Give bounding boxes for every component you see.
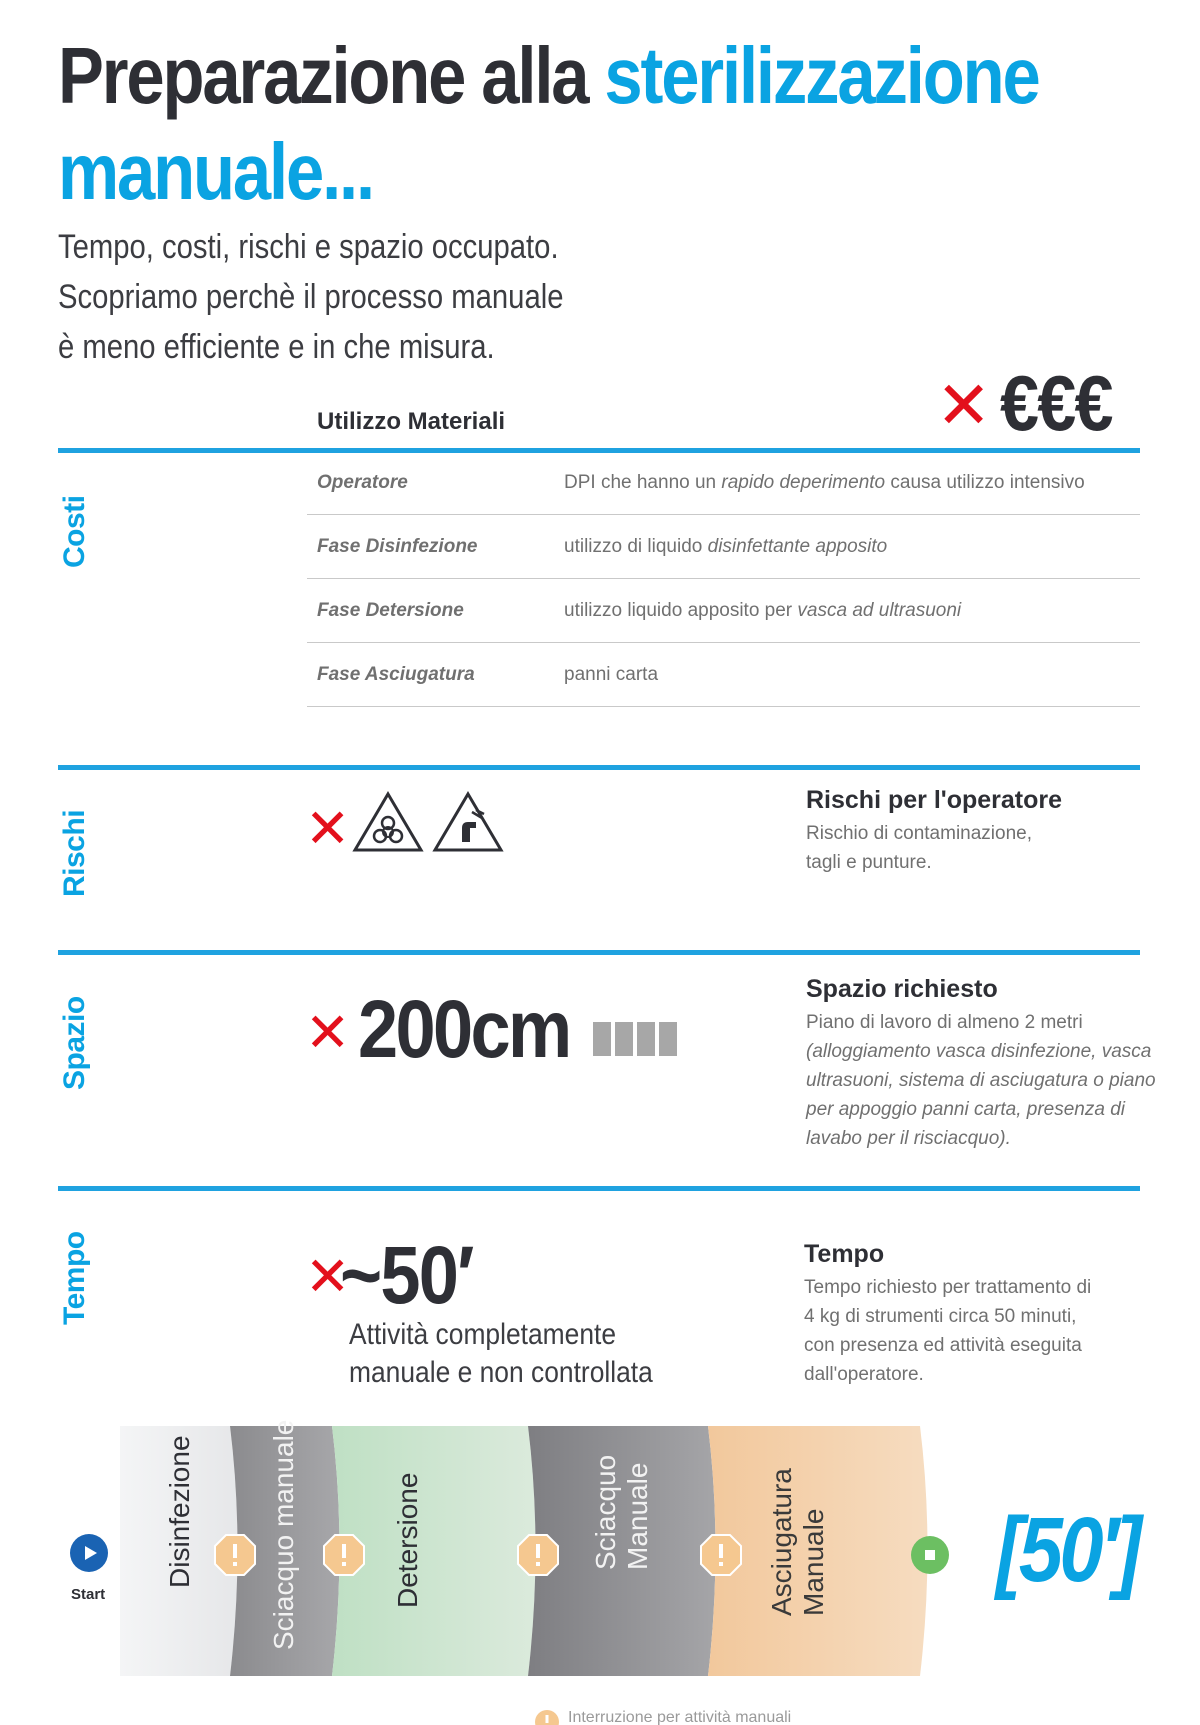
stage-label: Disinfezione bbox=[164, 1435, 195, 1588]
cost-row-value: panni carta bbox=[564, 664, 659, 685]
row-divider bbox=[307, 642, 1140, 643]
cost-symbol: €€€ bbox=[1000, 359, 1112, 447]
space-value: 200cm bbox=[358, 984, 570, 1075]
biohazard-icon bbox=[352, 790, 424, 854]
cross-icon: ✕ bbox=[305, 799, 351, 859]
side-label-spazio: Spazio bbox=[58, 996, 91, 1090]
side-label-tempo: Tempo bbox=[58, 1231, 91, 1325]
warning-icon bbox=[213, 1533, 257, 1577]
activity-text: Attività completamente manuale e non controllata bbox=[349, 1318, 653, 1389]
warning-icon bbox=[699, 1533, 743, 1577]
subtitle-line: Tempo, costi, rischi e spazio occupato. bbox=[58, 228, 559, 266]
tempo-text: Tempo richiesto per trattamento di 4 kg di strumenti circa 50 minuti, con presenza ed attività eseguita dall'operatore. bbox=[804, 1277, 1092, 1385]
subtitle-line: Scopriamo perchè il processo manuale bbox=[58, 278, 564, 316]
section-divider bbox=[58, 765, 1140, 770]
cost-row-label: Fase Asciugatura bbox=[317, 664, 475, 685]
page-title bbox=[58, 28, 1039, 220]
stage-label: Sciacquo manuale bbox=[268, 1419, 299, 1650]
section-divider bbox=[58, 1186, 1140, 1191]
rischi-text: Rischio di contaminazione, tagli e punture. bbox=[806, 823, 1033, 873]
cost-row-value: utilizzo di liquido disinfettante apposito bbox=[564, 536, 888, 557]
spazio-title: Spazio richiesto bbox=[806, 975, 998, 1003]
cross-icon: ✕ bbox=[305, 1003, 351, 1063]
warning-legend-icon bbox=[534, 1709, 560, 1725]
title-dark-part: Preparazione alla bbox=[58, 31, 605, 120]
row-divider bbox=[307, 578, 1140, 579]
end-stop-icon bbox=[910, 1535, 950, 1575]
stage-label: Detersione bbox=[392, 1472, 423, 1608]
cut-hazard-icon bbox=[432, 790, 504, 854]
spazio-text: Piano di lavoro di almeno 2 metri (alloggiamento vasca disinfezione, vasca ultrasuoni, sistema di asciugatura o piano per appoggio panni carta, presenza di lavabo per il risciacquo). bbox=[806, 1012, 1156, 1149]
side-label-costi: Costi bbox=[58, 495, 91, 568]
row-divider bbox=[307, 514, 1140, 515]
title-blue-part-2: manuale... bbox=[58, 127, 373, 216]
subtitle-line: è meno efficiente e in che misura. bbox=[58, 328, 495, 366]
time-value: ~50′ bbox=[340, 1230, 473, 1321]
rischi-title: Rischi per l'operatore bbox=[806, 786, 1063, 814]
stage-label: Sciacquo Manuale bbox=[590, 1454, 653, 1570]
cross-icon: ✕ bbox=[936, 368, 992, 442]
stage-label: Asciugatura Manuale bbox=[766, 1468, 829, 1616]
cross-icon: ✕ bbox=[305, 1247, 351, 1307]
tempo-title: Tempo bbox=[804, 1240, 885, 1268]
section-divider bbox=[58, 950, 1140, 955]
warning-icon bbox=[322, 1533, 366, 1577]
title-blue-part-1: sterilizzazione bbox=[604, 31, 1039, 120]
cost-row-label: Fase Detersione bbox=[317, 600, 464, 621]
cost-row-label: Fase Disinfezione bbox=[317, 536, 478, 557]
total-time: [50′] bbox=[996, 1499, 1139, 1601]
legend-text: Interruzione per attività manuali bbox=[568, 1709, 792, 1725]
side-label-rischi: Rischi bbox=[58, 809, 91, 897]
space-blocks-icon bbox=[593, 1022, 681, 1061]
start-label: Start bbox=[71, 1586, 106, 1603]
costi-heading: Utilizzo Materiali bbox=[317, 408, 506, 435]
cost-row-value: utilizzo liquido apposito per vasca ad ultrasuoni bbox=[564, 600, 962, 621]
warning-icon bbox=[516, 1533, 560, 1577]
start-play-icon bbox=[69, 1533, 109, 1573]
row-divider bbox=[307, 706, 1140, 707]
cost-row-value: DPI che hanno un rapido deperimento causa utilizzo intensivo bbox=[564, 472, 1085, 493]
cost-row-label: Operatore bbox=[317, 472, 408, 493]
subtitle bbox=[58, 222, 660, 372]
section-divider bbox=[58, 448, 1140, 453]
